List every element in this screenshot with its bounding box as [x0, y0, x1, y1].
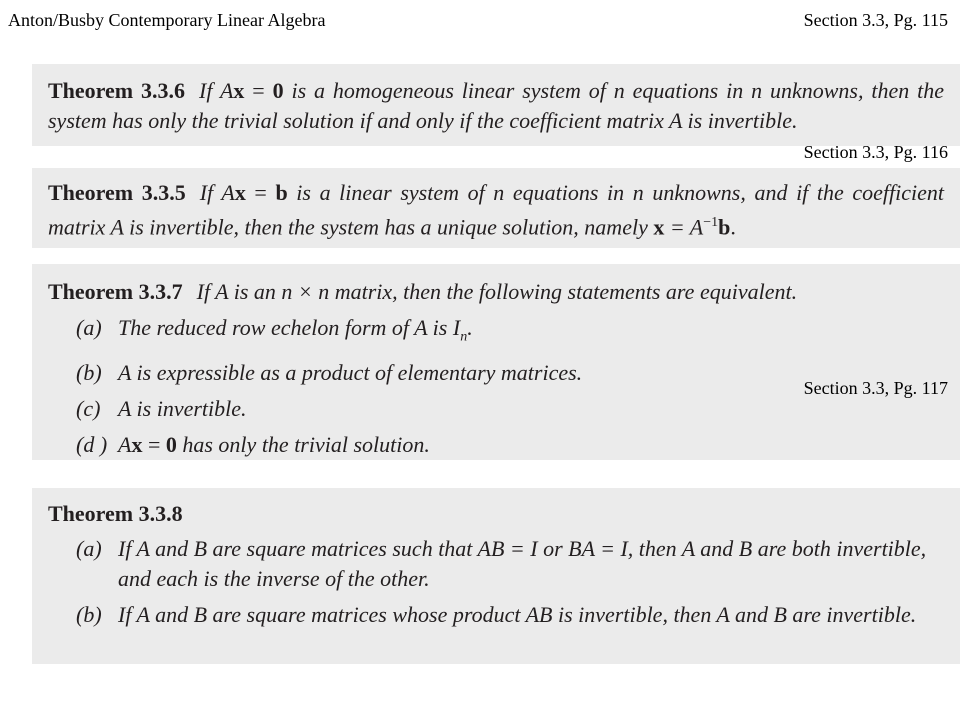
zero-vector: 0: [272, 78, 284, 103]
vector-x: x: [131, 432, 143, 458]
period: .: [730, 214, 736, 240]
theorem-intro: If A is an n × n matrix, then the following statements are equivalent.: [196, 279, 798, 304]
equals-sign: =: [244, 78, 273, 103]
theorem-3-3-6-box: [32, 64, 960, 146]
list-item-a: [48, 310, 944, 355]
vector-x: x: [234, 180, 246, 205]
item-label: (d ): [76, 432, 108, 458]
item-subscript: n: [460, 329, 468, 345]
section-ref-117: Section 3.3, Pg. 117: [803, 378, 948, 398]
vector-b: b: [275, 180, 288, 205]
equals-sign: =: [142, 432, 166, 458]
item-post: has only the trivial solution.: [176, 432, 430, 458]
item-tail: .: [467, 315, 473, 340]
item-label: (c): [76, 396, 101, 422]
theorem-text-start: If A: [199, 180, 235, 205]
equals-sign: =: [245, 180, 276, 205]
item-pre: A: [118, 432, 132, 458]
inverse-exponent: −1: [703, 215, 719, 230]
item-text: If A and B are square matrices such that AB = I or BA = I, then A and B are both invertible, and each is the inverse of the other.: [118, 536, 927, 591]
vector-x-solution: x: [653, 214, 665, 240]
vector-b-solution: b: [718, 214, 731, 240]
theorem-3-3-8-box: [32, 488, 960, 664]
theorem-title: Theorem 3.3.6: [48, 78, 186, 103]
theorem-title: Theorem 3.3.8: [48, 501, 183, 526]
item-text: If A and B are square matrices whose product AB is invertible, then A and B are invertible.: [118, 602, 917, 627]
theorem-title: Theorem 3.3.7: [48, 279, 183, 304]
list-item-b: [48, 600, 944, 630]
section-ref-115: Section 3.3, Pg. 115: [803, 10, 948, 30]
item-text: A is invertible.: [118, 396, 247, 422]
list-item-d: [48, 427, 944, 463]
theorem-title: Theorem 3.3.5: [48, 180, 186, 205]
item-label: (a): [76, 536, 102, 561]
book-title: Anton/Busby Contemporary Linear Algebra: [8, 10, 326, 30]
equals-a: = A: [664, 214, 704, 240]
zero-vector: 0: [165, 432, 177, 458]
theorem-3-3-5-box: [32, 168, 960, 248]
item-label: (a): [76, 315, 102, 340]
item-text: A is expressible as a product of elementary matrices.: [118, 360, 583, 386]
theorem-text-rest: is a homogeneous linear system of n equations in n unknowns, then the system has only the trivial solution if and only if the coefficient matrix A is invertible.: [48, 78, 944, 133]
section-ref-116: Section 3.3, Pg. 116: [803, 142, 948, 162]
theorem-3-3-7-box: [32, 264, 960, 460]
list-item-a: [48, 534, 944, 594]
item-text: The reduced row echelon form of A is I: [118, 315, 461, 340]
item-label: (b): [76, 360, 102, 386]
theorem-text-start: If A: [199, 78, 234, 103]
vector-x: x: [233, 78, 245, 103]
item-label: (b): [76, 602, 102, 627]
theorem-text-rest: is a linear system of n equations in n unknowns, and if the coefficient matrix A is invertible, then the system has a unique solution, namely: [48, 180, 944, 240]
